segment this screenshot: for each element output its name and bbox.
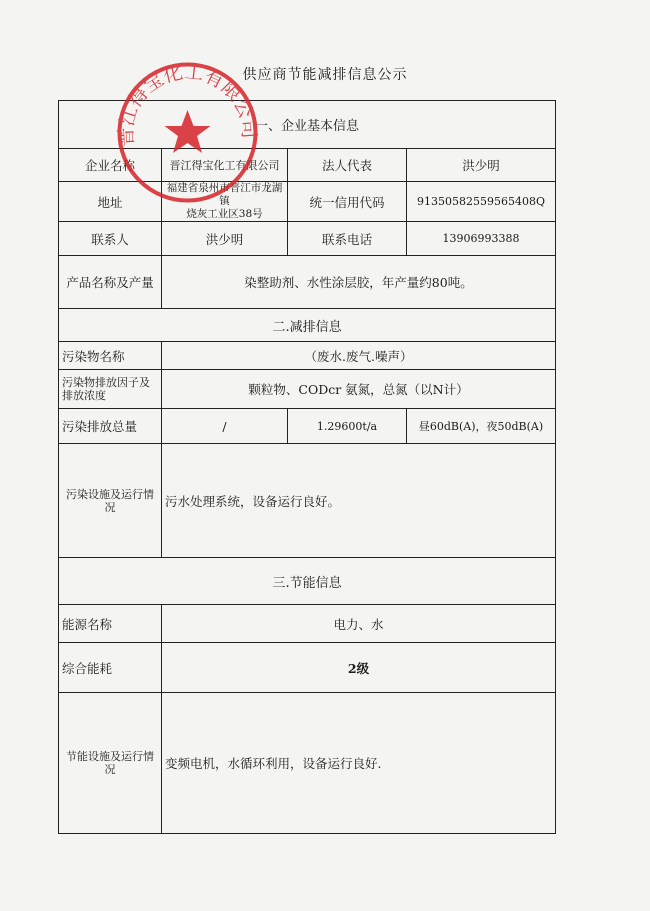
energy-facility-label-line2: 况 [104,763,116,776]
pollution-facility-label [59,444,162,558]
pollutant-factor-label-line2: 排放浓度 [62,389,106,402]
contact-label: 联系人 [59,222,162,256]
total-water-value: / [162,409,288,444]
pollution-facility-row [59,444,556,558]
pollutant-factor-value: 颗粒物、CODcr 氨氮，总氮（以N计） [162,370,556,409]
credit-code-label: 统一信用代码 [288,182,407,222]
consumption-value: 2级 [162,643,556,693]
total-noise-value: 昼60dB(A)，夜50dB(A) [407,409,556,444]
energy-facility-label-line1: 节能设施及运行情 [66,750,154,763]
energy-facility-row [59,693,556,834]
section1-heading: 一、企业基本信息 [59,101,556,149]
product-value: 染整助剂、水性涂层胶，年产量约80吨。 [162,256,556,309]
contact-value: 洪少明 [162,222,288,256]
section2-header-row [59,309,556,342]
pollution-facility-value: 污水处理系统，设备运行良好。 [162,444,556,558]
address-row [59,182,556,222]
contact-row [59,222,556,256]
pollutant-factor-label-line1: 污染物排放因子及 [62,376,150,389]
total-emission-label: 污染排放总量 [59,409,162,444]
energy-facility-value: 变频电机，水循环利用，设备运行良好. [162,693,556,834]
company-row [59,149,556,182]
consumption-label: 综合能耗 [59,643,162,693]
pollutant-factor-label [59,370,162,409]
pollution-facility-label-line1: 污染设施及运行情 [66,487,154,501]
address-line2: 烧灰工业区38号 [186,208,263,220]
section3-heading: 三.节能信息 [59,558,556,605]
disclosure-table [58,100,556,834]
product-row [59,256,556,309]
company-name-value: 晋江得宝化工有限公司 [162,149,288,182]
page-title: 供应商节能减排信息公示 [242,67,408,83]
seal-text-path: 晋江得宝化工有限公司 [115,61,260,148]
address-value [162,182,288,222]
pollutant-name-value: （废水.废气.噪声） [162,342,556,370]
pollutant-name-label: 污染物名称 [59,342,162,370]
section2-heading: 二.减排信息 [59,309,556,342]
total-emission-row [59,409,556,444]
consumption-row [59,643,556,693]
pollutant-name-row [59,342,556,370]
pollutant-factor-row [59,370,556,409]
section3-header-row [59,558,556,605]
energy-name-value: 电力、水 [162,605,556,643]
section1-header-row [59,101,556,149]
phone-value: 13906993388 [407,222,556,256]
total-air-value: 1.29600t/a [288,409,407,444]
company-name-label: 企业名称 [59,149,162,182]
legal-rep-value: 洪少明 [407,149,556,182]
legal-rep-label: 法人代表 [288,149,407,182]
pollution-facility-label-line2: 况 [104,500,116,514]
phone-label: 联系电话 [288,222,407,256]
energy-facility-label [59,693,162,834]
energy-name-row [59,605,556,643]
address-line1: 福建省泉州市晋江市龙湖镇 [166,182,283,207]
address-label: 地址 [59,182,162,222]
product-label: 产品名称及产量 [59,256,162,309]
credit-code-value: 91350582559565408Q [407,182,556,222]
energy-name-label: 能源名称 [59,605,162,643]
